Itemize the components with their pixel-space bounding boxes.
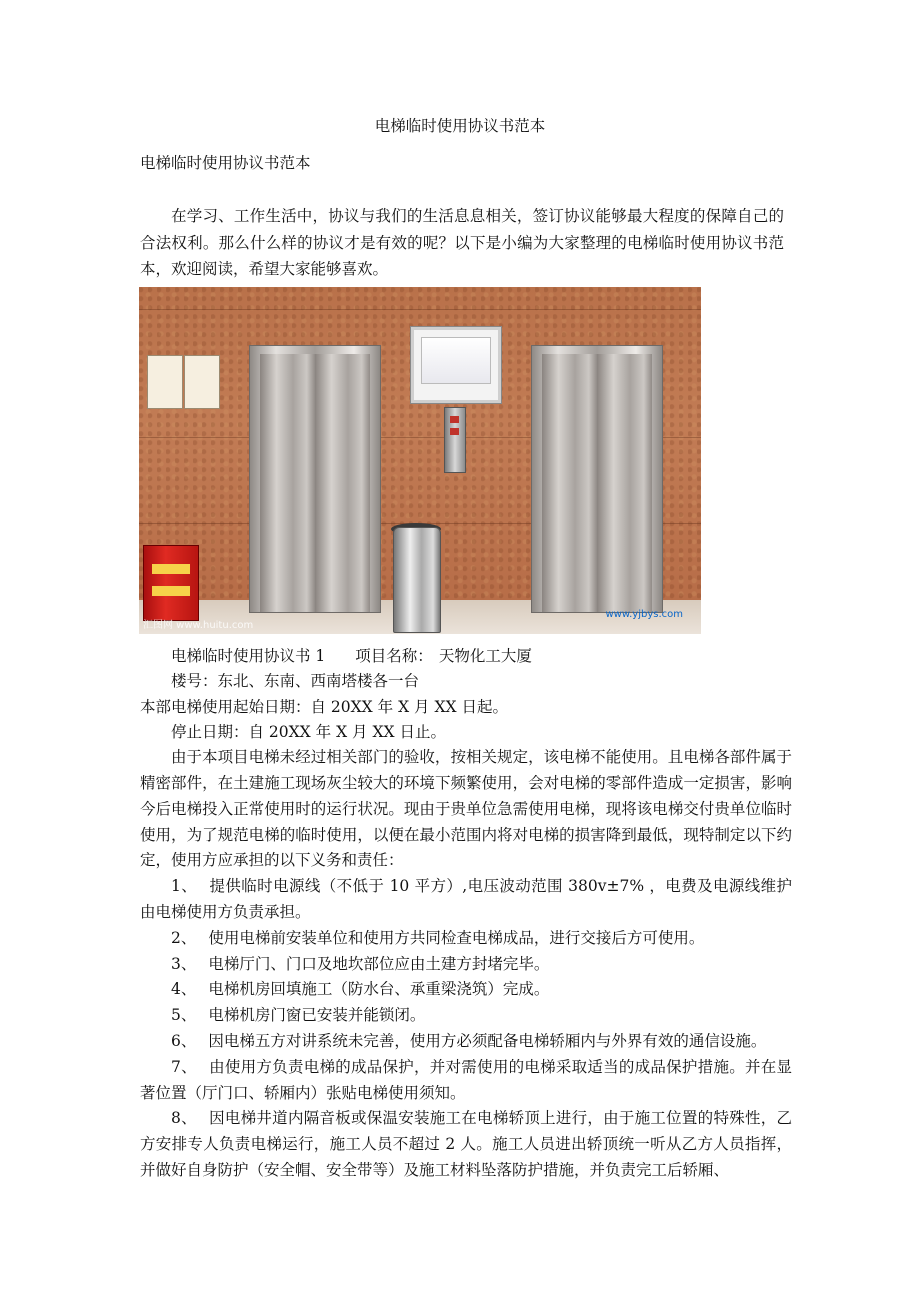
document-subtitle: 电梯临时使用协议书范本 xyxy=(140,154,311,172)
project-value: 天物化工大厦 xyxy=(438,647,532,665)
call-button-panel xyxy=(444,407,466,473)
watermark-right: www.yjbys.com xyxy=(605,609,683,620)
watermark-right-logo xyxy=(593,594,683,620)
display-screen xyxy=(411,327,501,403)
agreement-heading-line xyxy=(140,644,792,669)
watermark-left: 汇图网 www.huitu.com xyxy=(143,620,254,631)
agreement-body xyxy=(140,644,792,1184)
clause-item: 3、 电梯厅门、门口及地坎部位应由土建方封堵完毕。 xyxy=(171,954,550,973)
intro-paragraph: 在学习、工作生活中，协议与我们的生活息息相关，签订协议能够最大程度的保障自己的合法权利。那么什么样的协议才是有效的呢？以下是小编为大家整理的电梯临时使用协议书范本，欢迎阅读，希望大家能够喜欢。 xyxy=(140,207,784,278)
clause-item: 5、 电梯机房门窗已安装并能锁闭。 xyxy=(171,1006,426,1025)
elevator-photo xyxy=(139,287,701,634)
notice-board-right xyxy=(184,355,220,409)
project-label: 项目名称： xyxy=(355,647,433,665)
clause-item: 4、 电梯机房回填施工（防水台、承重梁浇筑）完成。 xyxy=(171,980,550,999)
elevator-door-left xyxy=(249,345,381,613)
clause-item: 2、 使用电梯前安装单位和使用方共同检查电梯成品，进行交接后方可使用。 xyxy=(171,928,705,947)
clause-item: 8、 因电梯井道内隔音板或保温安装施工在电梯轿顶上进行，由于施工位置的特殊性，乙方安排专人负责电梯运行，施工人员不超过 2 人。施工人员进出轿顶统一听从乙方人员指挥，并做好自身防护（安全帽、安全带等）及施工材料坠落防护措施，并负责完工后轿厢、 xyxy=(140,1109,792,1179)
start-date-line: 本部电梯使用起始日期：自 20XX 年 X 月 XX 日起。 xyxy=(140,697,508,716)
clause-list xyxy=(140,874,792,1184)
trash-bin xyxy=(393,527,441,633)
notice-board-left xyxy=(147,355,183,409)
building-line: 楼号：东北、东南、西南塔楼各一台 xyxy=(171,672,420,691)
stop-date-line: 停止日期：自 20XX 年 X 月 XX 日止。 xyxy=(171,722,446,741)
clause-item: 1、 提供临时电源线（不低于 10 平方）,电压波动范围 380v±7% ，电费及电源线维护由电梯使用方负责承担。 xyxy=(140,877,792,921)
document-title: 电梯临时使用协议书范本 xyxy=(374,117,546,135)
fire-extinguisher-box xyxy=(143,545,199,621)
clause-item: 7、 由使用方负责电梯的成品保护，并对需使用的电梯采取适当的成品保护措施。并在显著位置（厅门口、轿厢内）张贴电梯使用须知。 xyxy=(140,1057,792,1102)
clause-item: 6、 因电梯五方对讲系统未完善，使用方必须配备电梯轿厢内与外界有效的通信设施。 xyxy=(171,1031,767,1050)
agreement-heading: 电梯临时使用协议书 1 xyxy=(171,647,326,665)
elevator-door-right xyxy=(531,345,663,613)
preamble-paragraph: 由于本项目电梯未经过相关部门的验收，按相关规定，该电梯不能使用。且电梯各部件属于精密部件，在土建施工现场灰尘较大的环境下频繁使用，会对电梯的零部件造成一定损害，影响今后电梯投入正常使用时的运行状况。现由于贵单位急需使用电梯，现将该电梯交付贵单位临时使用，为了规范电梯的临时使用，以便在最小范围内将对电梯的损害降到最低，现特制定以下约定，使用方应承担的以下义务和责任： xyxy=(140,748,792,870)
